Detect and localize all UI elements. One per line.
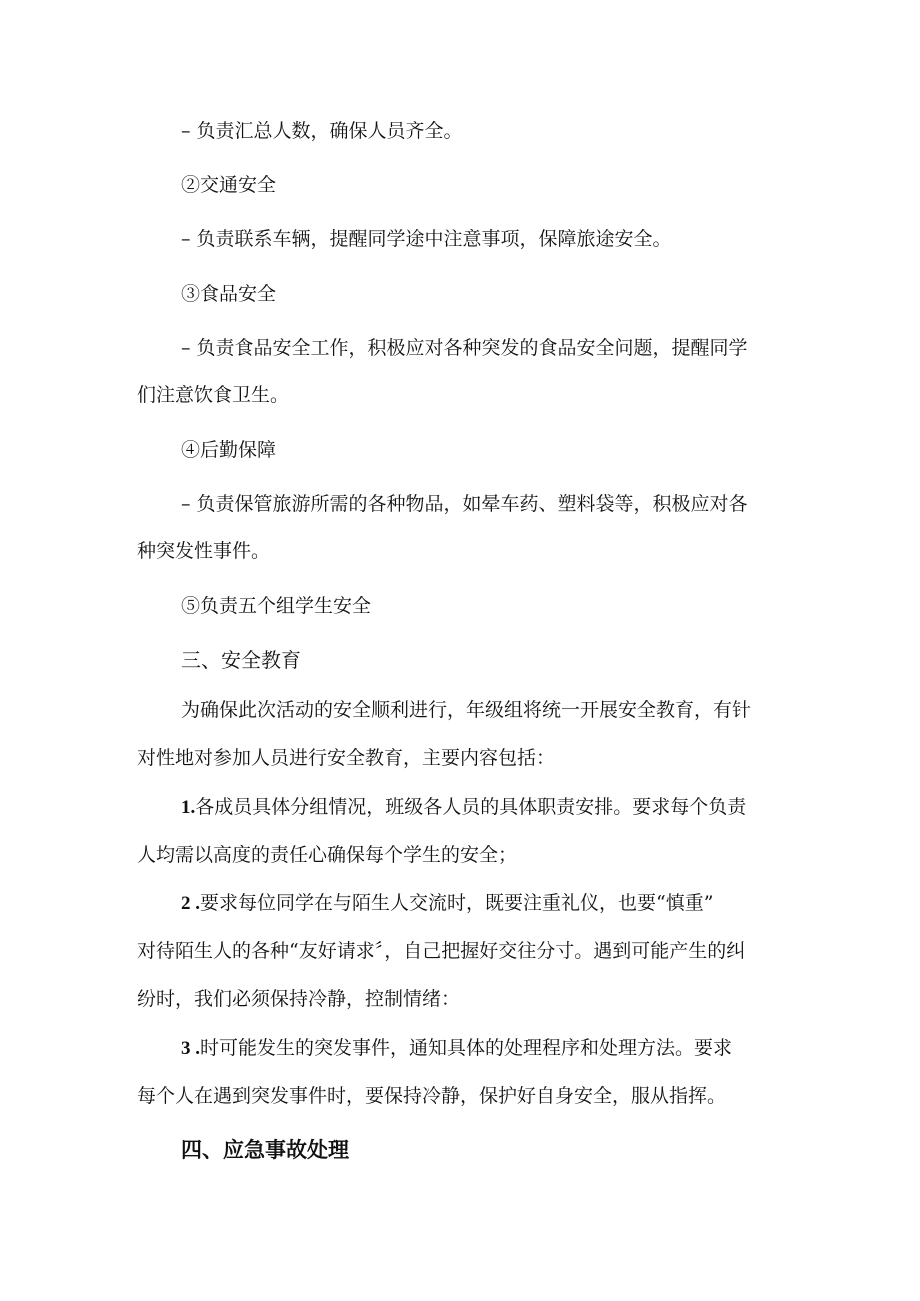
list-number: 3 . [181, 1038, 200, 1059]
text-line: – 负责食品安全工作，积极应对各种突发的食品安全问题，提醒同学 [181, 337, 748, 359]
list-number: 2 . [181, 893, 200, 914]
text-line: 人均需以高度的责任心确保每个学生的安全； [137, 844, 518, 866]
subheading-traffic-safety: ②交通安全 [181, 174, 277, 196]
subheading-group-safety: ⑤负责五个组学生安全 [181, 595, 372, 617]
text-line: 对待陌生人的各种“友好请求〞，自己把握好交往分寸。遇到可能产生的纠 [137, 940, 746, 962]
list-text: 各成员具体分组情况，班级各人员的具体职责安排。要求每个负责 [195, 796, 747, 818]
text-line: 们注意饮食卫生。 [137, 384, 290, 406]
section-heading-safety-education: 三、安全教育 [181, 648, 301, 672]
subheading-food-safety: ③食品安全 [181, 283, 277, 305]
list-text: 要求每位同学在与陌生人交流时，既要注重礼仪，也要“慎重” [200, 892, 714, 914]
text-line: 对性地对参加人员进行安全教育，主要内容包括： [137, 747, 556, 769]
list-item-2 [181, 891, 713, 916]
subheading-logistics: ④后勤保障 [181, 439, 277, 461]
text-line: 每个人在遇到突发事件时，要保持冷静，保护好自身安全，服从指挥。 [137, 1085, 727, 1107]
text-line: 为确保此次活动的安全顺利进行，年级组将统一开展安全教育，有针 [181, 699, 752, 721]
list-item-3 [181, 1036, 732, 1061]
text-line: – 负责汇总人数，确保人员齐全。 [181, 120, 463, 142]
list-text: 时可能发生的突发事件，通知具体的处理程序和处理方法。要求 [200, 1037, 733, 1059]
list-item-1 [181, 795, 746, 820]
text-line: – 负责保管旅游所需的各种物品，如晕车药、塑料袋等，积极应对各 [181, 493, 748, 515]
list-number: 1. [181, 797, 196, 818]
text-line: 种突发性事件。 [137, 540, 271, 562]
text-line: – 负责联系车辆，提醒同学途中注意事项，保障旅途安全。 [181, 228, 672, 250]
text-line: 纷时，我们必须保持冷静，控制情绪： [137, 988, 461, 1010]
section-heading-emergency: 四、应急事故处理 [181, 1137, 349, 1162]
